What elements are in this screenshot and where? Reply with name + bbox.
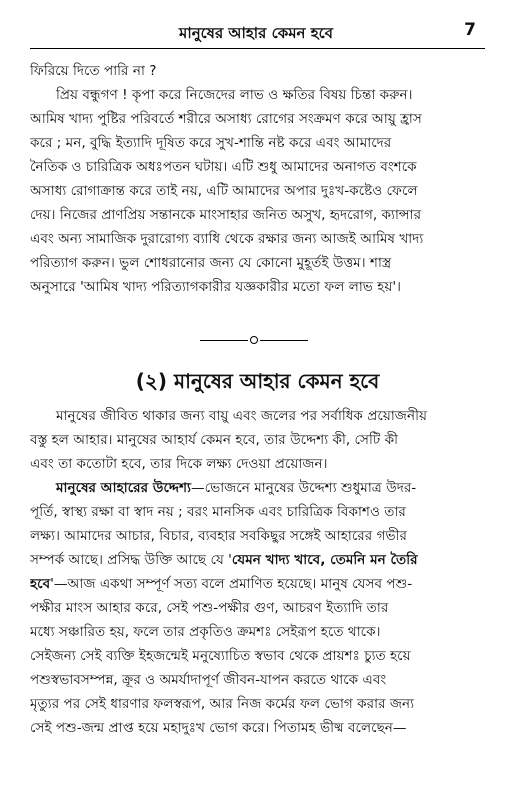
text-line: পক্ষীর মাংস আহার করে, সেই পশু-পক্ষীর গুণ, আচরণ ইত্যাদি তার [30,600,389,616]
text-span: সম্পর্ক আছে। প্রসিদ্ধ উক্তি আছে যে ' [30,552,232,568]
text-line: দেয়। নিজের প্রাণপ্রিয় সন্তানকে মাংসাহার জনিত অসুখ, হৃদরোগ, ক্যান্সার [30,207,422,223]
text-line: প্রিয় বন্ধুগণ ! কৃপা করে নিজেদের লাভ ও ক্ষতির বিষয় চিন্তা করুন। [56,87,413,103]
text-line: নৈতিক ও চারিত্রিক অধঃপতন ঘটায়। এটি শুধু আমাদের অনাগত বংশকে [30,159,417,175]
running-header [56,18,476,48]
text-line: পূর্তি, স্বাস্থ্য রক্ষা বা স্বাদ নয় ; বরং মানসিক এবং চারিত্রিক বিকাশও তার [30,504,406,520]
text-line: অসাধ্য রোগাক্রান্ত করে তাই নয়, এটি আমাদের অপার দুঃখ-কষ্টেও ফেলে [30,183,418,199]
text-line: মৃত্যুর পর সেই ধারণার ফলস্বরূপ, আর নিজ কর্মের ফল ভোগ করার জন্য [30,696,415,712]
text-line: ফিরিয়ে দিতে পারি না ? [30,63,157,79]
text-line: অনুসারে 'আমিষ খাদ্য পরিত্যাগকারীর যজ্ঞকারীর মতো ফল লাভ হয়'। [30,279,401,295]
page-number: 7 [464,20,476,40]
text-line: লক্ষ্য। আমাদের আচার, বিচার, ব্যবহার সবকিছুর সঙ্গেই আহারের গভীর [30,528,407,544]
divider-line-right [260,340,308,341]
running-header-title: মানুষের আহার কেমন হবে [179,24,333,42]
divider-line-left [200,340,248,341]
section-divider [200,336,310,346]
section-heading: (২) মানুষের আহার কেমন হবে [135,369,380,393]
text-line [30,476,485,500]
text-line: করে ; মন, বুদ্ধি ইত্যাদি দূষিত করে সুখ-শান্তি নষ্ট করে এবং আমাদের [30,135,392,151]
paragraph-lead: মানুষের আহারের উদ্দেশ্য [56,480,191,496]
text-line: পরিত্যাগ করুন। ভুল শোধরানোর জন্য যে কোনো মুহূর্তই উত্তম। শাস্ত্র [30,255,392,271]
text-line: সেই পশু-জন্ম প্রাপ্ত হয়ে মহাদুঃখ ভোগ করে। পিতামহ ভীষ্ম বলেছেন— [30,720,407,736]
text-span: —ভোজনে মানুষের উদ্দেশ্য শুধুমাত্র উদর- [190,480,417,496]
text-line: মধ্যে সঞ্চারিত হয়, ফলে তার প্রকৃতিও ক্রমশঃ সেইরূপ হতে থাকে। [30,624,381,640]
top-text-block [30,59,485,299]
header-rule [30,48,485,49]
text-line [30,548,485,572]
text-line: এবং তা কতোটা হবে, তার দিকে লক্ষ্য দেওয়া প্রয়োজন। [30,456,328,472]
text-line: পশুস্বভাবসম্পন্ন, ক্রূর ও অমর্যাদাপূর্ণ জীবন-যাপন করতে থাকে এবং [30,672,387,688]
divider-ornament [250,336,258,344]
quote-bold: হবে [30,576,51,592]
quote-bold: যেমন খাদ্য খাবে, তেমনি মন তৈরি [231,552,418,568]
text-line: এবং অন্য সামাজিক দুরারোগ্য ব্যাধি থেকে রক্ষার জন্য আজই আমিষ খাদ্য [30,231,424,247]
section-body [30,404,485,740]
text-line: মানুষের জীবিত থাকার জন্য বায়ু এবং জলের পর সর্বাধিক প্রয়োজনীয় [56,408,427,424]
text-line: আমিষ খাদ্য পুষ্টির পরিবর্তে শরীরে অসাধ্য রোগের সংক্রমণ করে আয়ু হ্রাস [30,111,422,127]
text-line: সেইজন্য সেই ব্যক্তি ইহজন্মেই মনুষ্যোচিত স্বভাব থেকে প্রায়শঃ চ্যুত হয়ে [30,648,411,664]
text-span: '—আজ একথা সম্পূর্ণ সত্য বলে প্রমাণিত হয়েছে। মানুষ যেসব পশু- [50,576,413,592]
text-line [30,572,485,596]
text-line: বস্তু হল আহার। মানুষের আহার্য কেমন হবে, তার উদ্দেশ্য কী, সেটি কী [30,432,399,448]
